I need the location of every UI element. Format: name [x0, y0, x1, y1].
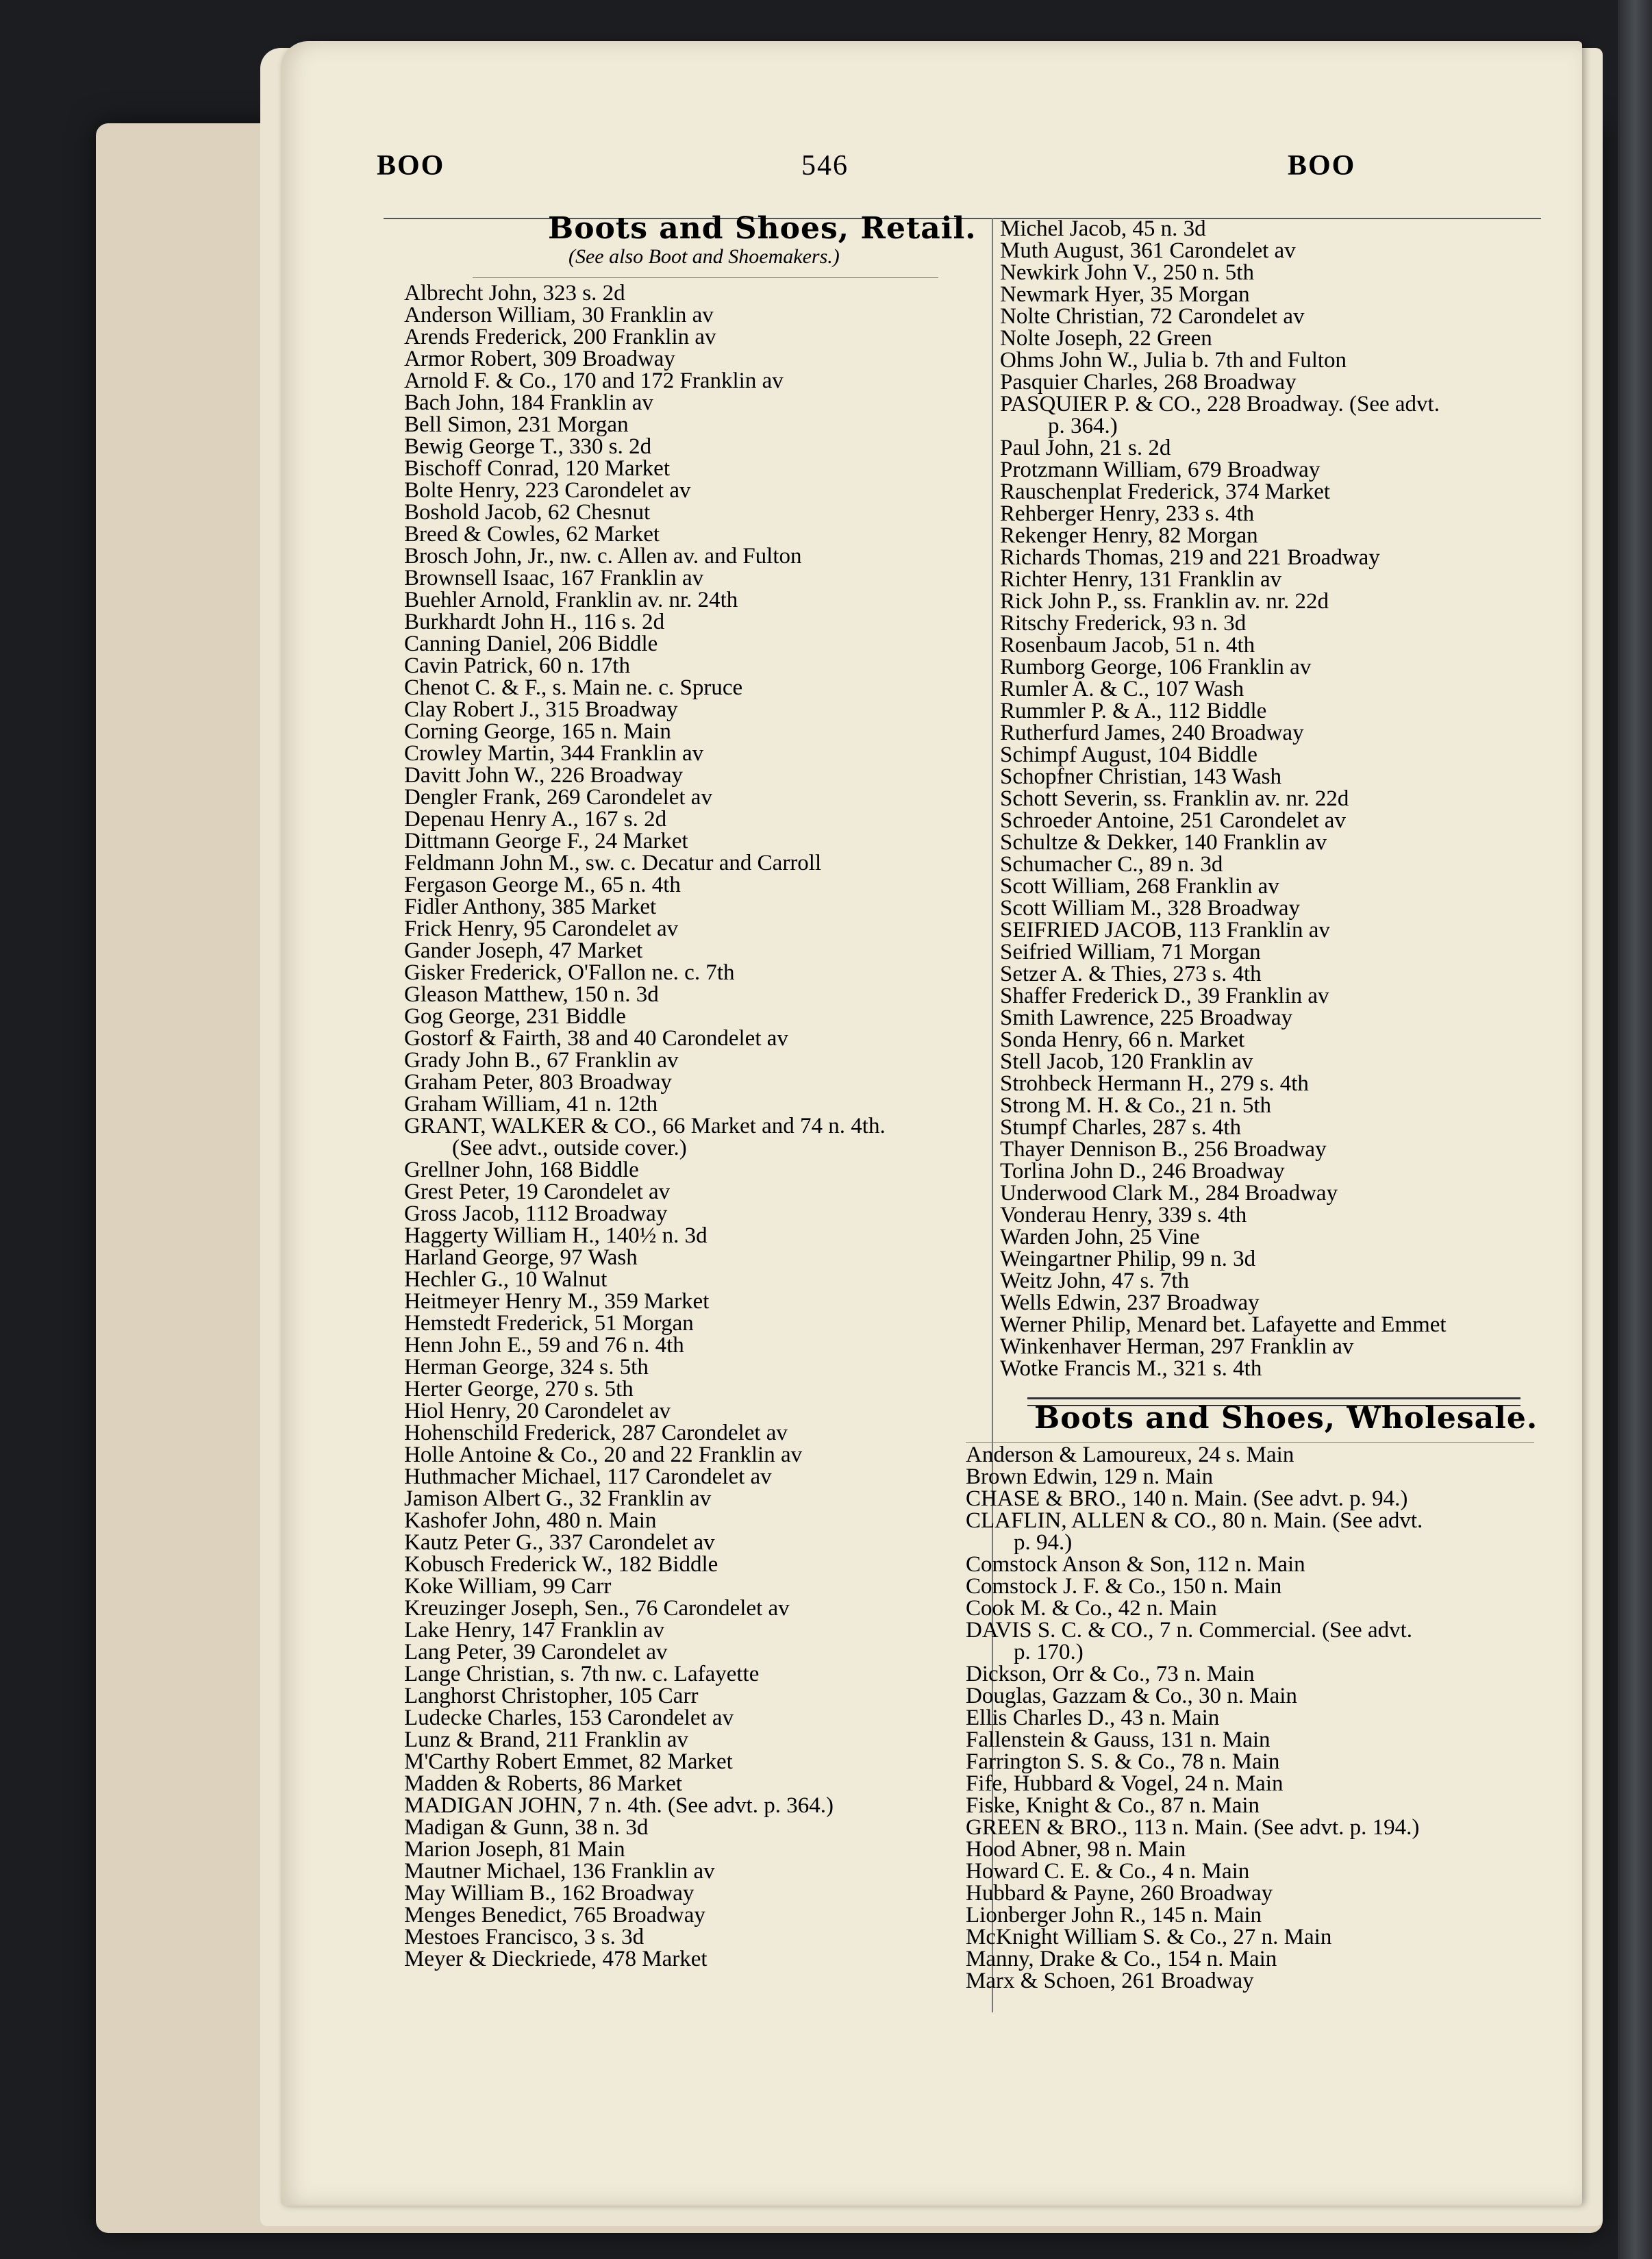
directory-entry: Dickson, Orr & Co., 73 n. Main: [966, 1662, 1255, 1686]
directory-entry: Kreuzinger Joseph, Sen., 76 Carondelet av: [404, 1596, 790, 1621]
directory-entry: GRANT, WALKER & CO., 66 Market and 74 n. 4th.: [404, 1114, 886, 1138]
directory-entry: Muth August, 361 Carondelet av: [1000, 238, 1296, 263]
directory-entry: Winkenhaver Herman, 297 Franklin av: [1000, 1334, 1354, 1359]
directory-entry: SEIFRIED JACOB, 113 Franklin av: [1000, 918, 1330, 943]
directory-entry: Arends Frederick, 200 Franklin av: [404, 325, 716, 349]
directory-entry: Manny, Drake & Co., 154 n. Main: [966, 1947, 1277, 1971]
directory-entry: Anderson & Lamoureux, 24 s. Main: [966, 1443, 1294, 1467]
directory-entry: Thayer Dennison B., 256 Broadway: [1000, 1137, 1327, 1162]
directory-entry: Fergason George M., 65 n. 4th: [404, 873, 681, 897]
directory-entry: Chenot C. & F., s. Main ne. c. Spruce: [404, 675, 743, 700]
directory-entry: Farrington S. S. & Co., 78 n. Main: [966, 1749, 1280, 1774]
directory-entry: Schultze & Dekker, 140 Franklin av: [1000, 830, 1327, 855]
directory-entry: Rauschenplat Frederick, 374 Market: [1000, 479, 1331, 504]
directory-entry: Howard C. E. & Co., 4 n. Main: [966, 1859, 1250, 1884]
directory-entry: Henn John E., 59 and 76 n. 4th: [404, 1333, 684, 1358]
retail-list-left: [404, 282, 886, 1970]
wholesale-list: [966, 1444, 1423, 1992]
directory-entry: Bewig George T., 330 s. 2d: [404, 434, 652, 459]
section-title-wholesale: Boots and Shoes, Wholesale.: [1034, 1401, 1538, 1436]
directory-entry: Holle Antoine & Co., 20 and 22 Franklin av: [404, 1443, 803, 1467]
directory-entry: p. 364.): [1048, 414, 1118, 438]
directory-entry: Albrecht John, 323 s. 2d: [404, 281, 625, 305]
directory-entry: Lake Henry, 147 Franklin av: [404, 1618, 664, 1643]
directory-entry: Graham William, 41 n. 12th: [404, 1092, 658, 1116]
directory-entry: Kautz Peter G., 337 Carondelet av: [404, 1530, 715, 1555]
directory-entry: Hood Abner, 98 n. Main: [966, 1837, 1186, 1862]
directory-entry: Lang Peter, 39 Carondelet av: [404, 1640, 668, 1664]
directory-entry: Weitz John, 47 s. 7th: [1000, 1269, 1189, 1293]
directory-entry: Menges Benedict, 765 Broadway: [404, 1903, 705, 1927]
directory-entry: Kashofer John, 480 n. Main: [404, 1508, 657, 1533]
directory-entry: Haggerty William H., 140½ n. 3d: [404, 1223, 708, 1248]
directory-entry: Davitt John W., 226 Broadway: [404, 763, 683, 788]
directory-entry: MADIGAN JOHN, 7 n. 4th. (See advt. p. 364.): [404, 1793, 834, 1818]
directory-entry: Shaffer Frederick D., 39 Franklin av: [1000, 984, 1329, 1008]
directory-entry: Koke William, 99 Carr: [404, 1574, 612, 1599]
directory-entry: Nolte Christian, 72 Carondelet av: [1000, 304, 1305, 329]
directory-entry: Mautner Michael, 136 Franklin av: [404, 1859, 715, 1884]
retail-list-right: [1000, 218, 1447, 1380]
directory-entry: Cook M. & Co., 42 n. Main: [966, 1596, 1217, 1621]
directory-entry: Rosenbaum Jacob, 51 n. 4th: [1000, 633, 1255, 658]
directory-entry: Richards Thomas, 219 and 221 Broadway: [1000, 545, 1380, 570]
directory-entry: Stumpf Charles, 287 s. 4th: [1000, 1115, 1241, 1140]
directory-entry: Newkirk John V., 250 n. 5th: [1000, 260, 1254, 285]
directory-entry: Graham Peter, 803 Broadway: [404, 1070, 672, 1095]
directory-entry: Werner Philip, Menard bet. Lafayette and Emmet: [1000, 1312, 1447, 1337]
directory-entry: Madigan & Gunn, 38 n. 3d: [404, 1815, 649, 1840]
directory-entry: Warden John, 25 Vine: [1000, 1225, 1200, 1249]
directory-entry: Newmark Hyer, 35 Morgan: [1000, 282, 1250, 307]
directory-entry: CHASE & BRO., 140 n. Main. (See advt. p. 94.): [966, 1486, 1408, 1511]
directory-entry: Corning George, 165 n. Main: [404, 719, 671, 744]
directory-entry: Crowley Martin, 344 Franklin av: [404, 741, 704, 766]
directory-entry: Fife, Hubbard & Vogel, 24 n. Main: [966, 1771, 1284, 1796]
directory-entry: Canning Daniel, 206 Biddle: [404, 632, 658, 656]
directory-entry: Gisker Frederick, O'Fallon ne. c. 7th: [404, 960, 735, 985]
directory-entry: Seifried William, 71 Morgan: [1000, 940, 1261, 964]
directory-entry: DAVIS S. C. & CO., 7 n. Commercial. (See advt.: [966, 1618, 1413, 1643]
directory-entry: Rick John P., ss. Franklin av. nr. 22d: [1000, 589, 1329, 614]
directory-entry: Smith Lawrence, 225 Broadway: [1000, 1006, 1293, 1030]
directory-entry: Richter Henry, 131 Franklin av: [1000, 567, 1282, 592]
directory-entry: Nolte Joseph, 22 Green: [1000, 326, 1212, 351]
directory-entry: Hiol Henry, 20 Carondelet av: [404, 1399, 671, 1423]
directory-entry: Kobusch Frederick W., 182 Biddle: [404, 1552, 718, 1577]
directory-entry: Gostorf & Fairth, 38 and 40 Carondelet av: [404, 1026, 788, 1051]
running-head-left: BOO: [377, 150, 445, 182]
directory-entry: Huthmacher Michael, 117 Carondelet av: [404, 1464, 772, 1489]
directory-entry: Scott William M., 328 Broadway: [1000, 896, 1301, 921]
directory-entry: Rumler A. & C., 107 Wash: [1000, 677, 1244, 701]
directory-entry: Rumborg George, 106 Franklin av: [1000, 655, 1312, 679]
directory-entry: Burkhardt John H., 116 s. 2d: [404, 610, 665, 634]
directory-entry: Brosch John, Jr., nw. c. Allen av. and Fulton: [404, 544, 802, 569]
directory-entry: Pasquier Charles, 268 Broadway: [1000, 370, 1297, 395]
directory-entry: Buehler Arnold, Franklin av. nr. 24th: [404, 588, 738, 612]
directory-entry: Brownsell Isaac, 167 Franklin av: [404, 566, 704, 590]
directory-entry: Hechler G., 10 Walnut: [404, 1267, 608, 1292]
directory-entry: Herman George, 324 s. 5th: [404, 1355, 649, 1380]
directory-entry: Michel Jacob, 45 n. 3d: [1000, 216, 1206, 241]
directory-entry: Jamison Albert G., 32 Franklin av: [404, 1486, 712, 1511]
directory-entry: May William B., 162 Broadway: [404, 1881, 694, 1906]
directory-entry: Rummler P. & A., 112 Biddle: [1000, 699, 1267, 723]
directory-entry: Gander Joseph, 47 Market: [404, 938, 643, 963]
directory-entry: Anderson William, 30 Franklin av: [404, 303, 714, 327]
directory-entry: Comstock Anson & Son, 112 n. Main: [966, 1552, 1305, 1577]
directory-entry: Grady John B., 67 Franklin av: [404, 1048, 679, 1073]
directory-entry: Rehberger Henry, 233 s. 4th: [1000, 501, 1255, 526]
section-title-retail: Boots and Shoes, Retail.: [548, 211, 977, 246]
directory-entry: Brown Edwin, 129 n. Main: [966, 1464, 1214, 1489]
directory-entry: Weingartner Philip, 99 n. 3d: [1000, 1247, 1256, 1271]
directory-entry: Lange Christian, s. 7th nw. c. Lafayette: [404, 1662, 760, 1686]
directory-entry: Ohms John W., Julia b. 7th and Fulton: [1000, 348, 1347, 373]
directory-entry: PASQUIER P. & CO., 228 Broadway. (See advt.: [1000, 392, 1440, 416]
directory-entry: Bach John, 184 Franklin av: [404, 390, 653, 415]
directory-entry: Schott Severin, ss. Franklin av. nr. 22d: [1000, 786, 1349, 811]
directory-entry: Feldmann John M., sw. c. Decatur and Carroll: [404, 851, 822, 875]
directory-entry: Dittmann George F., 24 Market: [404, 829, 688, 853]
directory-entry: Hemstedt Frederick, 51 Morgan: [404, 1311, 694, 1336]
directory-entry: Grellner John, 168 Biddle: [404, 1158, 639, 1182]
directory-entry: Lionberger John R., 145 n. Main: [966, 1903, 1262, 1927]
directory-entry: Schroeder Antoine, 251 Carondelet av: [1000, 808, 1346, 833]
directory-entry: Breed & Cowles, 62 Market: [404, 522, 660, 547]
directory-entry: Schopfner Christian, 143 Wash: [1000, 764, 1282, 789]
directory-entry: Vonderau Henry, 339 s. 4th: [1000, 1203, 1247, 1227]
directory-entry: Underwood Clark M., 284 Broadway: [1000, 1181, 1338, 1206]
directory-entry: Wotke Francis M., 321 s. 4th: [1000, 1356, 1262, 1381]
directory-entry: Strohbeck Hermann H., 279 s. 4th: [1000, 1071, 1309, 1096]
directory-entry: Rutherfurd James, 240 Broadway: [1000, 721, 1304, 745]
directory-entry: Mestoes Francisco, 3 s. 3d: [404, 1925, 644, 1949]
directory-entry: Fiske, Knight & Co., 87 n. Main: [966, 1793, 1260, 1818]
directory-entry: Gog George, 231 Biddle: [404, 1004, 626, 1029]
directory-entry: Protzmann William, 679 Broadway: [1000, 458, 1321, 482]
directory-entry: Armor Robert, 309 Broadway: [404, 347, 675, 371]
directory-entry: Arnold F. & Co., 170 and 172 Franklin av: [404, 369, 784, 393]
directory-entry: Bischoff Conrad, 120 Market: [404, 456, 670, 481]
directory-entry: Herter George, 270 s. 5th: [404, 1377, 634, 1401]
directory-entry: Bell Simon, 231 Morgan: [404, 412, 629, 437]
directory-entry: Torlina John D., 246 Broadway: [1000, 1159, 1285, 1184]
directory-entry: Ellis Charles D., 43 n. Main: [966, 1706, 1220, 1730]
directory-entry: Fallenstein & Gauss, 131 n. Main: [966, 1727, 1271, 1752]
directory-entry: Langhorst Christopher, 105 Carr: [404, 1684, 699, 1708]
directory-entry: Stell Jacob, 120 Franklin av: [1000, 1049, 1253, 1074]
directory-entry: Ludecke Charles, 153 Carondelet av: [404, 1706, 734, 1730]
directory-entry: Depenau Henry A., 167 s. 2d: [404, 807, 667, 832]
directory-entry: Harland George, 97 Wash: [404, 1245, 638, 1270]
directory-entry: Douglas, Gazzam & Co., 30 n. Main: [966, 1684, 1297, 1708]
directory-entry: Frick Henry, 95 Carondelet av: [404, 916, 679, 941]
directory-entry: p. 170.): [1014, 1640, 1084, 1664]
binding-strip: [1618, 0, 1652, 2259]
directory-entry: Comstock J. F. & Co., 150 n. Main: [966, 1574, 1282, 1599]
directory-entry: Sonda Henry, 66 n. Market: [1000, 1027, 1245, 1052]
directory-entry: Lunz & Brand, 211 Franklin av: [404, 1727, 688, 1752]
directory-entry: Setzer A. & Thies, 273 s. 4th: [1000, 962, 1262, 986]
directory-entry: Gross Jacob, 1112 Broadway: [404, 1201, 668, 1226]
directory-entry: McKnight William S. & Co., 27 n. Main: [966, 1925, 1332, 1949]
directory-entry: Heitmeyer Henry M., 359 Market: [404, 1289, 710, 1314]
directory-entry: Madden & Roberts, 86 Market: [404, 1771, 683, 1796]
directory-entry: p. 94.): [1014, 1530, 1073, 1555]
directory-entry: Schimpf August, 104 Biddle: [1000, 742, 1257, 767]
page-number: 546: [801, 150, 849, 182]
directory-entry: Grest Peter, 19 Carondelet av: [404, 1180, 671, 1204]
directory-entry: GREEN & BRO., 113 n. Main. (See advt. p. 194.): [966, 1815, 1420, 1840]
directory-entry: (See advt., outside cover.): [452, 1136, 687, 1160]
directory-entry: Ritschy Frederick, 93 n. 3d: [1000, 611, 1247, 636]
directory-entry: Marx & Schoen, 261 Broadway: [966, 1969, 1254, 1993]
directory-entry: Dengler Frank, 269 Carondelet av: [404, 785, 712, 810]
directory-entry: Schumacher C., 89 n. 3d: [1000, 852, 1223, 877]
directory-entry: Strong M. H. & Co., 21 n. 5th: [1000, 1093, 1272, 1118]
retail-title-rule: [473, 277, 938, 278]
directory-entry: CLAFLIN, ALLEN & CO., 80 n. Main. (See advt.: [966, 1508, 1423, 1533]
directory-entry: Clay Robert J., 315 Broadway: [404, 697, 678, 722]
section-note-retail: (See also Boot and Shoemakers.): [568, 245, 840, 268]
directory-entry: Fidler Anthony, 385 Market: [404, 895, 657, 919]
directory-entry: Marion Joseph, 81 Main: [404, 1837, 625, 1862]
directory-entry: M'Carthy Robert Emmet, 82 Market: [404, 1749, 733, 1774]
directory-entry: Boshold Jacob, 62 Chesnut: [404, 500, 651, 525]
directory-entry: Hubbard & Payne, 260 Broadway: [966, 1881, 1273, 1906]
directory-entry: Cavin Patrick, 60 n. 17th: [404, 653, 630, 678]
directory-entry: Rekenger Henry, 82 Morgan: [1000, 523, 1258, 548]
directory-entry: Gleason Matthew, 150 n. 3d: [404, 982, 659, 1007]
directory-entry: Meyer & Dieckriede, 478 Market: [404, 1947, 708, 1971]
directory-entry: Scott William, 268 Franklin av: [1000, 874, 1279, 899]
directory-entry: Wells Edwin, 237 Broadway: [1000, 1290, 1260, 1315]
running-head-right: BOO: [1288, 150, 1356, 182]
directory-entry: Hohenschild Frederick, 287 Carondelet av: [404, 1421, 788, 1445]
directory-entry: Bolte Henry, 223 Carondelet av: [404, 478, 691, 503]
directory-entry: Paul John, 21 s. 2d: [1000, 436, 1171, 460]
